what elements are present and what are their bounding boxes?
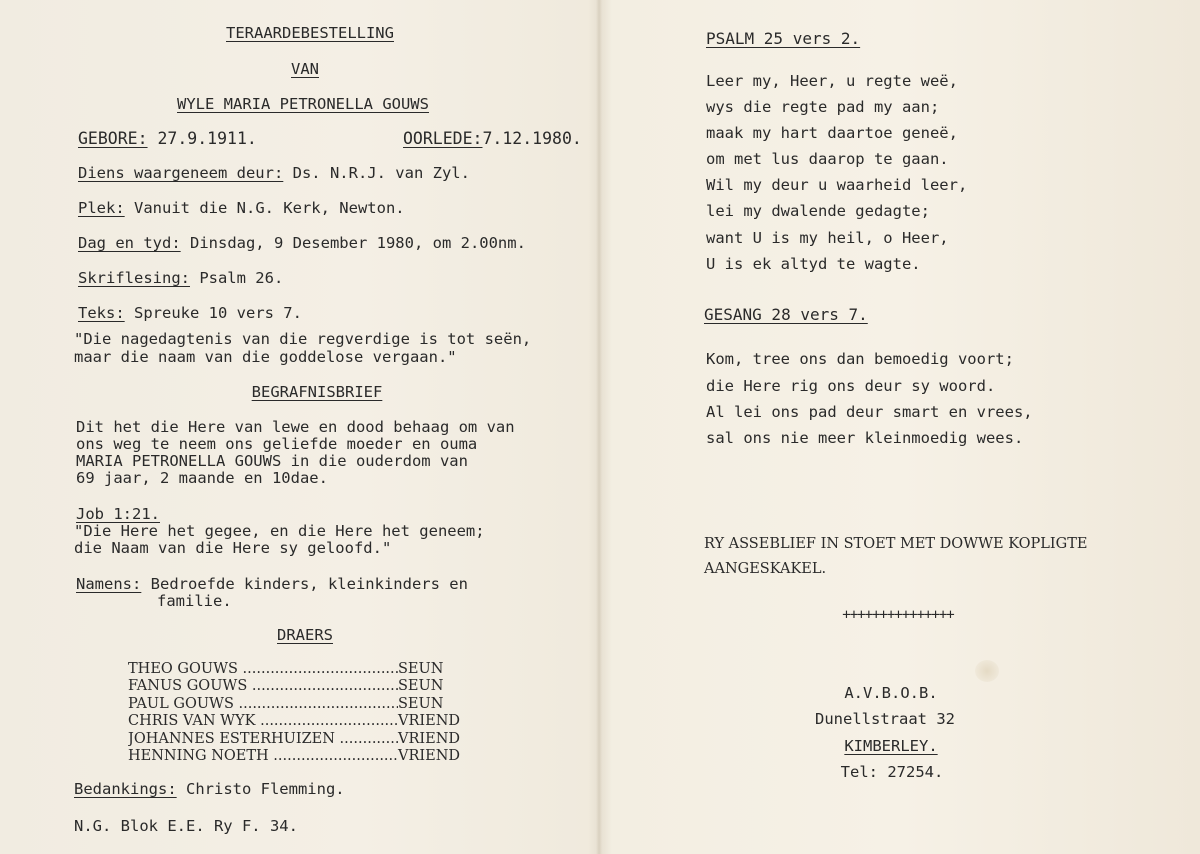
bearer-role: SEUN: [398, 695, 444, 712]
hymn-line: Al lei ons pad deur smart en vrees,: [706, 403, 1033, 421]
officiant-value: Ds. N.R.J. van Zyl.: [283, 164, 470, 182]
bearer-role: VRIEND: [398, 713, 461, 730]
hymn-line: sal ons nie meer kleinmoedig wees.: [706, 429, 1024, 447]
psalm-line: lei my dwalende gedagte;: [706, 202, 930, 220]
print-reference: N.G. Blok E.E. Ry F. 34.: [74, 817, 298, 835]
job-quote-line-2: die Naam van die Here sy geloofd.": [74, 539, 392, 557]
bearer-name: PAUL GOUWS .....: [128, 696, 398, 713]
behalf-line-2: familie.: [157, 592, 232, 610]
psalm-line: Wil my deur u waarheid leer,: [706, 176, 968, 194]
bearer-row: [128, 748, 468, 765]
bearer-row: [128, 696, 468, 713]
officiant-row: [78, 164, 470, 182]
behalf-label: Namens:: [76, 575, 142, 593]
bearer-row: [128, 731, 468, 748]
undertaker-city: KIMBERLEY.: [844, 737, 938, 755]
psalm-line: Leer my, Heer, u regte weë,: [706, 72, 958, 90]
bearer-name: CHRIS VAN WYK .....: [128, 713, 398, 730]
behalf-value: Bedroefde kinders, kleinkinders en: [141, 575, 468, 593]
psalm-line: U is ek altyd te wagte.: [706, 255, 921, 273]
bearers-list: [128, 661, 468, 765]
hymn-heading: GESANG 28 vers 7.: [704, 305, 868, 324]
divider: +++++++++++++++: [842, 607, 954, 623]
van-heading: VAN: [291, 60, 319, 78]
paper-stain: [975, 660, 999, 682]
letter-heading: BEGRAFNISBRIEF: [251, 383, 383, 401]
bearer-row: [128, 661, 468, 678]
reading-row: [78, 269, 283, 287]
behalf-row: [76, 575, 468, 593]
date-label: Dag en tyd:: [78, 234, 181, 252]
undertaker-street: Dunellstraat 32: [815, 710, 955, 728]
job-label: Job 1:21.: [76, 505, 160, 523]
died-row: [403, 130, 582, 148]
reading-value: Psalm 26.: [189, 269, 284, 287]
text-quote-line-1: "Die nagedagtenis van die regverdige is tot seën,: [74, 330, 532, 348]
bearer-name: FANUS GOUWS .....: [128, 678, 398, 695]
text-quote-line-2: maar die naam van die goddelose vergaan.": [74, 348, 457, 366]
bearer-name: THEO GOUWS .....: [128, 661, 398, 678]
bearer-row: [128, 713, 468, 730]
letter-line-1: Dit het die Here van lewe en dood behaag om van: [76, 418, 515, 436]
bearer-role: SEUN: [398, 678, 444, 695]
psalm-line: om met lus daarop te gaan.: [706, 150, 949, 168]
date-row: [78, 234, 526, 252]
hymn-line: Kom, tree ons dan bemoedig voort;: [706, 350, 1014, 368]
psalm-line: maak my hart daartoe geneë,: [706, 124, 958, 142]
bearer-role: VRIEND: [398, 748, 461, 765]
hymn-line: die Here rig ons deur sy woord.: [706, 377, 996, 395]
officiant-label: Diens waargeneem deur:: [78, 164, 284, 182]
born-label: GEBORE:: [78, 129, 148, 148]
letter-line-4: 69 jaar, 2 maande en 10dae.: [76, 469, 328, 487]
deceased-name: WYLE MARIA PETRONELLA GOUWS: [177, 95, 429, 113]
place-row: [78, 199, 405, 217]
bearer-name: JOHANNES ESTERHUIZEN .....: [128, 731, 398, 748]
psalm-line: wys die regte pad my aan;: [706, 98, 940, 116]
date-value: Dinsdag, 9 Desember 1980, om 2.00nm.: [180, 234, 526, 252]
place-label: Plek:: [78, 199, 125, 217]
thanks-value: Christo Flemming.: [176, 780, 345, 798]
died-value: 7.12.1980.: [482, 129, 582, 148]
letter-line-2: ons weg te neem ons geliefde moeder en ouma: [76, 435, 478, 453]
text-row: [78, 304, 302, 322]
job-quote-line-1: "Die Here het gegee, en die Here het geneem;: [74, 522, 485, 540]
bearer-role: SEUN: [398, 661, 444, 677]
right-page: [602, 0, 1200, 854]
born-value: 27.9.1911.: [147, 129, 257, 148]
text-value: Spreuke 10 vers 7.: [124, 304, 302, 322]
born-row: [78, 130, 257, 148]
psalm-line: want U is my heil, o Heer,: [706, 229, 949, 247]
bearer-role: VRIEND: [398, 730, 461, 747]
procession-notice-line-2: AANGESKAKEL.: [704, 561, 827, 577]
undertaker-phone: Tel: 27254.: [840, 763, 944, 781]
died-label: OORLEDE:: [403, 129, 483, 148]
thanks-row: [74, 780, 345, 798]
bearer-row: [128, 678, 468, 695]
psalm-heading: PSALM 25 vers 2.: [706, 29, 861, 48]
left-page: [0, 0, 596, 854]
reading-label: Skriflesing:: [78, 269, 190, 287]
procession-notice-line-1: RY ASSEBLIEF IN STOET MET DOWWE KOPLIGTE: [704, 536, 1088, 552]
place-value: Vanuit die N.G. Kerk, Newton.: [124, 199, 405, 217]
undertaker-name: A.V.B.O.B.: [844, 684, 938, 702]
program-title: TERAARDEBESTELLING: [226, 24, 394, 42]
bearers-heading: DRAERS: [277, 626, 333, 644]
text-label: Teks:: [78, 304, 125, 322]
letter-line-3: MARIA PETRONELLA GOUWS in die ouderdom van: [76, 452, 468, 470]
bearer-name: HENNING NOETH .....: [128, 748, 398, 765]
thanks-label: Bedankings:: [74, 780, 177, 798]
